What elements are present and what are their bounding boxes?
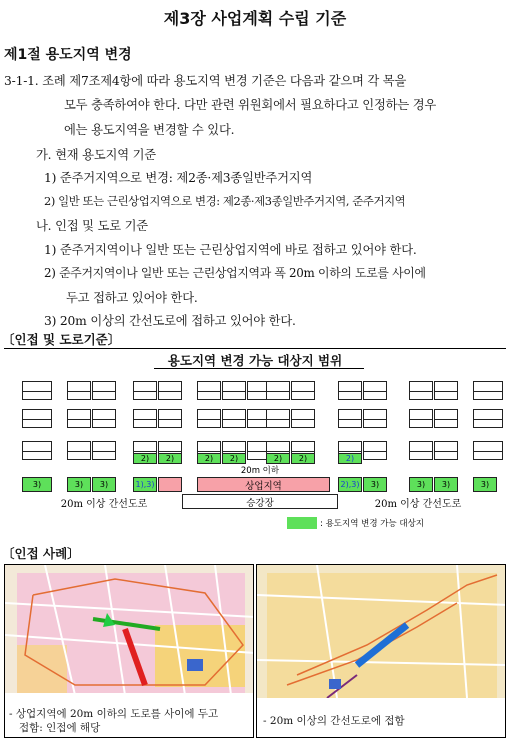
- item-a-heading: 가. 현재 용도지역 기준: [36, 148, 156, 162]
- lot-block: [158, 409, 182, 428]
- lot-divider: [474, 419, 502, 420]
- mark-2-f: 2): [291, 453, 315, 464]
- lot-divider: [410, 451, 432, 452]
- lot-divider: [435, 419, 457, 420]
- lot-divider: [134, 451, 156, 452]
- mark-3-a: 3): [22, 477, 52, 492]
- lot-divider: [159, 419, 181, 420]
- mark-3-c: 3): [92, 477, 116, 492]
- item-b-sub1: 1) 준주거지역이나 일반 또는 근린상업지역에 바로 접하고 있어야 한다.: [44, 243, 417, 257]
- station-box: 승강장: [182, 494, 338, 509]
- lot-divider: [198, 451, 220, 452]
- lot-block: [92, 441, 116, 460]
- lot-block: [409, 409, 433, 428]
- lot-block: [473, 441, 503, 460]
- example-left-caption-1: - 상업지역에 20m 이하의 도로를 사이에 두고: [9, 708, 219, 720]
- lot-block: [92, 409, 116, 428]
- page-title: 제3장 사업계획 수립 기준: [163, 9, 347, 28]
- lot-block: [22, 381, 52, 400]
- lot-block: [338, 409, 362, 428]
- lot-divider: [339, 419, 361, 420]
- lot-divider: [223, 451, 245, 452]
- mark-2-c: 2): [197, 453, 221, 464]
- lot-block: [67, 441, 91, 460]
- mark-2-d: 2): [222, 453, 246, 464]
- mark-23-a: 2),3): [338, 477, 362, 492]
- mark-3-d: 3): [363, 477, 387, 492]
- lot-block: [197, 381, 221, 400]
- lot-block: [222, 381, 246, 400]
- lot-block: [22, 409, 52, 428]
- lot-divider: [267, 391, 289, 392]
- item-a-sub1: 1) 준주거지역으로 변경: 제2종·제3종일반주거지역: [44, 171, 313, 185]
- lot-block: [409, 381, 433, 400]
- arterial-road-left: 20m 이상 간선도로: [60, 498, 148, 510]
- mark-2-e: 2): [266, 453, 290, 464]
- lot-divider: [93, 391, 115, 392]
- lot-divider: [267, 419, 289, 420]
- lot-block: [266, 409, 290, 428]
- lot-block: [363, 441, 387, 460]
- lot-block: [473, 409, 503, 428]
- clause-line-2: 모두 충족하여야 한다. 다만 관련 위원회에서 필요하다고 인정하는 경우: [64, 98, 437, 112]
- adjacency-label: 〔인접 및 도로기준〕: [2, 332, 121, 347]
- lot-divider: [474, 451, 502, 452]
- commercial-zone: [197, 477, 330, 492]
- lot-block: [67, 409, 91, 428]
- lot-divider: [474, 391, 502, 392]
- mark-3-e: 3): [409, 477, 433, 492]
- lot-divider: [23, 419, 51, 420]
- lot-divider: [134, 419, 156, 420]
- lot-divider: [198, 391, 220, 392]
- lot-block: [434, 381, 458, 400]
- section-heading: 제1절 용도지역 변경: [4, 47, 132, 63]
- item-b-heading: 나. 인접 및 도로 기준: [36, 219, 148, 233]
- item-b-sub3: 3) 20m 이상의 간선도로에 접하고 있어야 한다.: [44, 314, 296, 328]
- lot-divider: [339, 451, 361, 452]
- lot-divider: [435, 451, 457, 452]
- lot-divider: [93, 419, 115, 420]
- example-left-panel: [4, 564, 254, 738]
- clause-line-3: 에는 용도지역을 변경할 수 있다.: [64, 123, 235, 137]
- lot-divider: [410, 419, 432, 420]
- lot-block: [409, 441, 433, 460]
- lot-divider: [435, 391, 457, 392]
- item-b-sub2b: 두고 접하고 있어야 한다.: [66, 291, 198, 305]
- lot-divider: [364, 419, 386, 420]
- example-left-caption-2: 접함: 인접에 해당: [19, 722, 101, 734]
- lot-divider: [198, 419, 220, 420]
- lot-divider: [134, 391, 156, 392]
- lot-divider: [223, 391, 245, 392]
- commercial-zone-label: 상업지역: [245, 480, 282, 492]
- lot-block: [363, 381, 387, 400]
- mark-2-a: 2): [133, 453, 157, 464]
- lot-divider: [159, 391, 181, 392]
- lot-block: [222, 409, 246, 428]
- map-right-image: [257, 565, 506, 738]
- lot-divider: [93, 451, 115, 452]
- mark-2-g: 2): [338, 453, 362, 464]
- lot-block: [291, 381, 315, 400]
- mark-3-g: 3): [473, 477, 497, 492]
- lot-divider: [223, 419, 245, 420]
- lot-divider: [68, 391, 90, 392]
- lot-block: [133, 409, 157, 428]
- lot-block: [338, 381, 362, 400]
- examples-label: 〔인접 사례〕: [2, 546, 80, 561]
- item-b-sub2a: 2) 준주거지역이나 일반 또는 근린상업지역과 폭 20m 이하의 도로를 사이에: [44, 266, 426, 280]
- lot-block: [67, 381, 91, 400]
- lot-divider: [68, 451, 90, 452]
- lot-block: [291, 409, 315, 428]
- legend-swatch: [287, 517, 317, 529]
- lot-divider: [339, 391, 361, 392]
- mark-3-b: 3): [67, 477, 91, 492]
- lot-block: [158, 381, 182, 400]
- arterial-road-right: 20m 이상 간선도로: [374, 498, 462, 510]
- lot-divider: [364, 391, 386, 392]
- diagram-title: 용도지역 변경 가능 대상지 범위: [167, 353, 343, 368]
- lot-divider: [292, 391, 314, 392]
- lot-block: [434, 409, 458, 428]
- mark-13-a: 1),3): [133, 477, 157, 492]
- lot-block: [363, 409, 387, 428]
- lot-block: [22, 441, 52, 460]
- lot-divider: [364, 451, 386, 452]
- lot-divider: [23, 451, 51, 452]
- lot-divider: [292, 419, 314, 420]
- lot-block: [133, 381, 157, 400]
- lot-grid: [4, 349, 506, 541]
- lot-divider: [267, 451, 289, 452]
- mark-3-f: 3): [434, 477, 458, 492]
- mark-2-b: 2): [158, 453, 182, 464]
- item-a-sub2: 2) 일반 또는 근린상업지역으로 변경: 제2종·제3종일반주거지역, 준주거지역: [44, 194, 406, 208]
- lot-divider: [23, 391, 51, 392]
- lot-divider: [159, 451, 181, 452]
- legend-text: : 용도지역 변경 가능 대상지: [320, 519, 424, 529]
- lot-divider: [410, 391, 432, 392]
- lot-block: [92, 381, 116, 400]
- clause-line-1: 3-1-1. 조례 제7조제4항에 따라 용도지역 변경 기준은 다음과 같으며 각 목을: [4, 74, 407, 88]
- lot-block: [266, 381, 290, 400]
- lot-block: [473, 381, 503, 400]
- zoning-diagram: [4, 348, 506, 540]
- pink-lot-left: [158, 477, 182, 492]
- road-20m-below-label: 20m 이하: [240, 465, 280, 476]
- lot-divider: [68, 419, 90, 420]
- example-right-panel: [256, 564, 506, 738]
- lot-divider: [292, 451, 314, 452]
- example-right-caption: - 20m 이상의 간선도로에 접함: [263, 715, 405, 727]
- lot-block: [197, 409, 221, 428]
- lot-block: [434, 441, 458, 460]
